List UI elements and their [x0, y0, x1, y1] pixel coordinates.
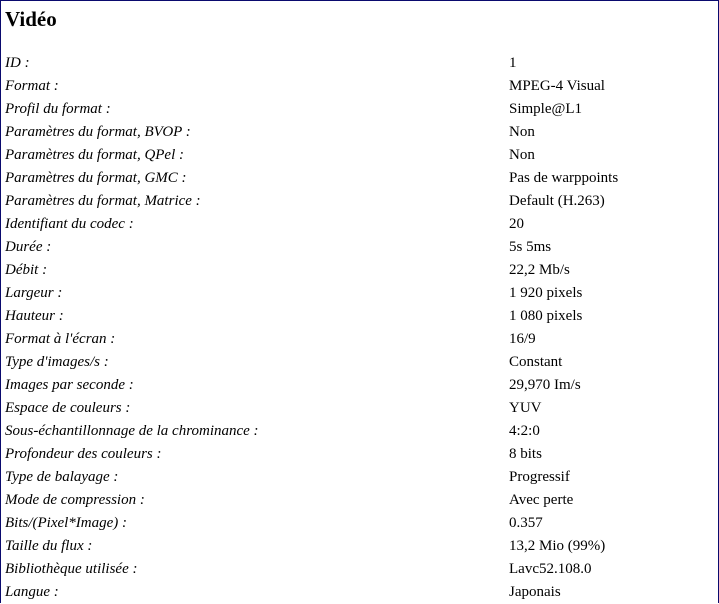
property-value: 4:2:0 [509, 423, 540, 439]
property-value: 1 [509, 55, 517, 71]
property-value: Constant [509, 354, 563, 370]
property-value: 5s 5ms [509, 239, 552, 255]
section-title: Vidéo [5, 7, 57, 31]
video-properties-table [1, 52, 719, 603]
property-value: 13,2 Mio (99%) [509, 538, 606, 554]
property-value: YUV [509, 400, 542, 416]
property-value: MPEG-4 Visual [509, 78, 605, 94]
table-row [1, 190, 719, 213]
table-row [1, 512, 719, 535]
property-value: Progressif [509, 469, 570, 485]
property-value: 22,2 Mb/s [509, 262, 570, 278]
property-name: Images par seconde : [5, 377, 134, 393]
property-name: ID : [5, 55, 30, 71]
table-row [1, 121, 719, 144]
property-name: Format à l'écran : [5, 331, 116, 347]
table-row [1, 236, 719, 259]
property-name: Identifiant du codec : [5, 216, 134, 232]
property-name: Bibliothèque utilisée : [5, 561, 138, 577]
table-row [1, 489, 719, 512]
property-value: 1 080 pixels [509, 308, 583, 324]
table-row [1, 558, 719, 581]
property-value: Simple@L1 [509, 101, 582, 117]
property-value: 29,970 Im/s [509, 377, 581, 393]
table-row [1, 213, 719, 236]
property-name: Type de balayage : [5, 469, 119, 485]
property-value: Lavc52.108.0 [509, 561, 592, 577]
table-row [1, 351, 719, 374]
property-value: Default (H.263) [509, 193, 605, 209]
property-name: Langue : [5, 584, 59, 600]
table-row [1, 52, 719, 75]
table-row [1, 466, 719, 489]
property-name: Espace de couleurs : [5, 400, 131, 416]
property-name: Taille du flux : [5, 538, 93, 554]
table-row [1, 420, 719, 443]
property-name: Largeur : [5, 285, 63, 301]
property-name: Hauteur : [5, 308, 64, 324]
table-row [1, 328, 719, 351]
property-name: Type d'images/s : [5, 354, 109, 370]
property-value: Japonais [509, 584, 561, 600]
property-name: Paramètres du format, GMC : [5, 170, 187, 186]
table-row [1, 581, 719, 603]
video-properties-body [1, 52, 719, 603]
table-row [1, 75, 719, 98]
property-name: Profil du format : [5, 101, 111, 117]
table-row [1, 305, 719, 328]
property-name: Profondeur des couleurs : [5, 446, 162, 462]
property-value: 8 bits [509, 446, 542, 462]
property-name: Paramètres du format, Matrice : [5, 193, 201, 209]
property-name: Format : [5, 78, 59, 94]
table-row [1, 443, 719, 466]
property-value: Avec perte [509, 492, 574, 508]
property-value: Non [509, 124, 535, 140]
property-name: Durée : [5, 239, 52, 255]
property-value: 20 [509, 216, 524, 232]
property-name: Paramètres du format, QPel : [5, 147, 185, 163]
property-value: 0.357 [509, 515, 543, 531]
property-name: Bits/(Pixel*Image) : [5, 515, 128, 531]
table-row [1, 98, 719, 121]
property-name: Paramètres du format, BVOP : [5, 124, 191, 140]
table-row [1, 282, 719, 305]
property-name: Mode de compression : [5, 492, 145, 508]
property-value: Pas de warppoints [509, 170, 619, 186]
table-row [1, 144, 719, 167]
property-value: 16/9 [509, 331, 536, 347]
property-value: 1 920 pixels [509, 285, 583, 301]
property-value: Non [509, 147, 535, 163]
table-row [1, 397, 719, 420]
table-row [1, 259, 719, 282]
property-name: Débit : [5, 262, 48, 278]
property-name: Sous-échantillonnage de la chrominance : [5, 423, 259, 439]
table-row [1, 374, 719, 397]
table-row [1, 167, 719, 190]
table-row [1, 535, 719, 558]
